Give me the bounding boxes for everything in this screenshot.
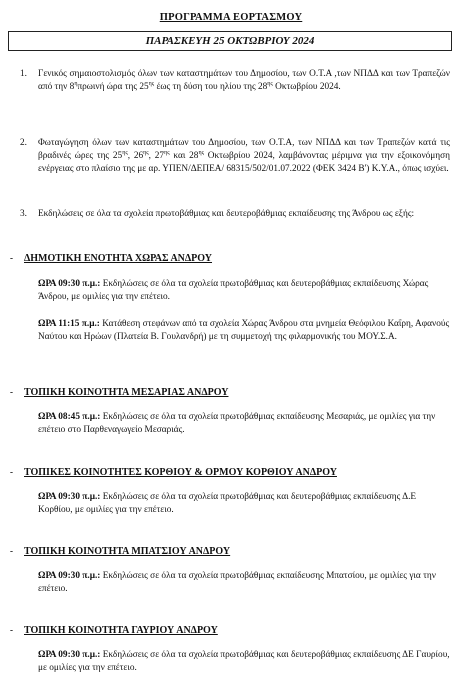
- section-heading: - ΤΟΠΙΚΗ ΚΟΙΝΟΤΗΤΑ ΜΠΑΤΣΙΟΥ ΑΝΔΡΟΥ: [10, 546, 231, 557]
- section-batsi: [10, 545, 450, 558]
- section-heading: - ΤΟΠΙΚΗ ΚΟΙΝΟΤΗΤΑ ΓΑΥΡΙΟΥ ΑΝΔΡΟΥ: [10, 625, 218, 636]
- schedule-entry: ΩΡΑ 11:15 π.μ.: Κατάθεση στεφάνων από τα σχολεία Χώρας Άνδρου στα μνημεία Θεόφιλου Καΐρη, Αφανούς Ναύτου και Ηρώων (Πλατεία Β. Γουλανδρή) με τη συμμετοχή της φιλαρμονικής του ΜΟΥ.Σ.Α.: [38, 319, 450, 342]
- item-text: Γενικός σημαιοστολισμός όλων των καταστημάτων του Δημοσίου, των Ο.Τ.Α ,των ΝΠΔΔ και των Τραπεζών από την $8^\eta\pi\rho\omega\iota\nu ή$ ώρα της $25^{\eta\varsigma}$ έως τη δύση του ηλίου της $28^{\eta\varsigma}$ Οκτωβρίου 2024.: [38, 69, 450, 92]
- item-text: Εκδηλώσεις σε όλα τα σχολεία πρωτοβάθμιας και δευτεροβάθμιας εκπαίδευσης της Άνδρου ως εξής:: [38, 209, 415, 219]
- section-heading: - ΤΟΠΙΚΕΣ ΚΟΙΝΟΤΗΤΕΣ ΚΟΡΘΙΟΥ & ΟΡΜΟΥ ΚΟΡΘΙΟΥ ΑΝΔΡΟΥ: [10, 467, 337, 478]
- schedule-entry: ΩΡΑ 09:30 π.μ.: Εκδηλώσεις σε όλα τα σχολεία πρωτοβάθμιας και δευτεροβάθμιας εκπαίδευσης ΔΕ Γαυρίου, με ομιλίες για την επέτειο.: [38, 650, 450, 673]
- item-number: 2.: [20, 138, 27, 148]
- item-text: Φωταγώγηση όλων των καταστημάτων του Δημοσίου, των Ο.Τ.Α, των ΝΠΔΔ και των Τραπεζών κατά τις βραδινές ώρες της $25^{\eta\varsigma}$, $26^{\eta\varsigma}$, $27^{\eta\varsigma}$ και $28^{\eta\varsigma}$ Οκτωβρίου 2024, λαμβάνοντας μέριμνα για την εξοικονόμηση ενέργειας στο πλαίσιο της με αρ. ΥΠΕΝ/ΔΕΠΕΑ/ 68315/502/01.07.2022 (ΦΕΚ 3424 Β') Κ.Υ.Α., όπως ισχύει.: [38, 138, 451, 174]
- section-korthi: [10, 466, 450, 479]
- section-heading: - ΔΗΜΟΤΙΚΗ ΕΝΟΤΗΤΑ ΧΩΡΑΣ ΑΝΔΡΟΥ: [10, 253, 213, 264]
- item-number: 3.: [20, 209, 27, 219]
- document-title: ΠΡΟΓΡΑΜΜΑ ΕΟΡΤΑΣΜΟΥ: [159, 12, 303, 23]
- item-number: 1.: [20, 69, 27, 79]
- schedule-entry: ΩΡΑ 09:30 π.μ.: Εκδηλώσεις σε όλα τα σχολεία πρωτοβάθμιας εκπαίδευσης Μπατσίου, με ομιλίες για την επέτειο.: [38, 571, 436, 594]
- schedule-entry: ΩΡΑ 09:30 π.μ.: Εκδηλώσεις σε όλα τα σχολεία πρωτοβάθμιας και δευτεροβάθμιας εκπαίδευσης Χώρας Άνδρου, με ομιλίες για την επέτειο.: [38, 279, 429, 302]
- program-item-2: [20, 137, 450, 176]
- program-item-1: [20, 68, 450, 94]
- section-gavrio: [10, 624, 450, 637]
- section-chora: [10, 252, 450, 265]
- schedule-entry: ΩΡΑ 09:30 π.μ.: Εκδηλώσεις σε όλα τα σχολεία πρωτοβάθμιας και δευτεροβάθμιας εκπαίδευσης Δ.Ε Κορθίου, με ομιλίες για την επέτειο.: [38, 492, 417, 515]
- schedule-entry: ΩΡΑ 08:45 π.μ.: Εκδηλώσεις σε όλα τα σχολεία πρωτοβάθμιας εκπαίδευσης Μεσαριάς, με ομιλίες για την επέτειο στο Παρθεναγωγείο Μεσαριάς.: [38, 412, 436, 435]
- date-heading-box: ΠΑΡΑΣΚΕΥΗ 25 ΟΚΤΩΒΡΙΟΥ 2024: [8, 31, 452, 51]
- section-heading: - ΤΟΠΙΚΗ ΚΟΙΝΟΤΗΤΑ ΜΕΣΑΡΙΑΣ ΑΝΔΡΟΥ: [10, 387, 229, 398]
- program-item-3: [20, 208, 450, 221]
- section-mesaria: [10, 386, 450, 399]
